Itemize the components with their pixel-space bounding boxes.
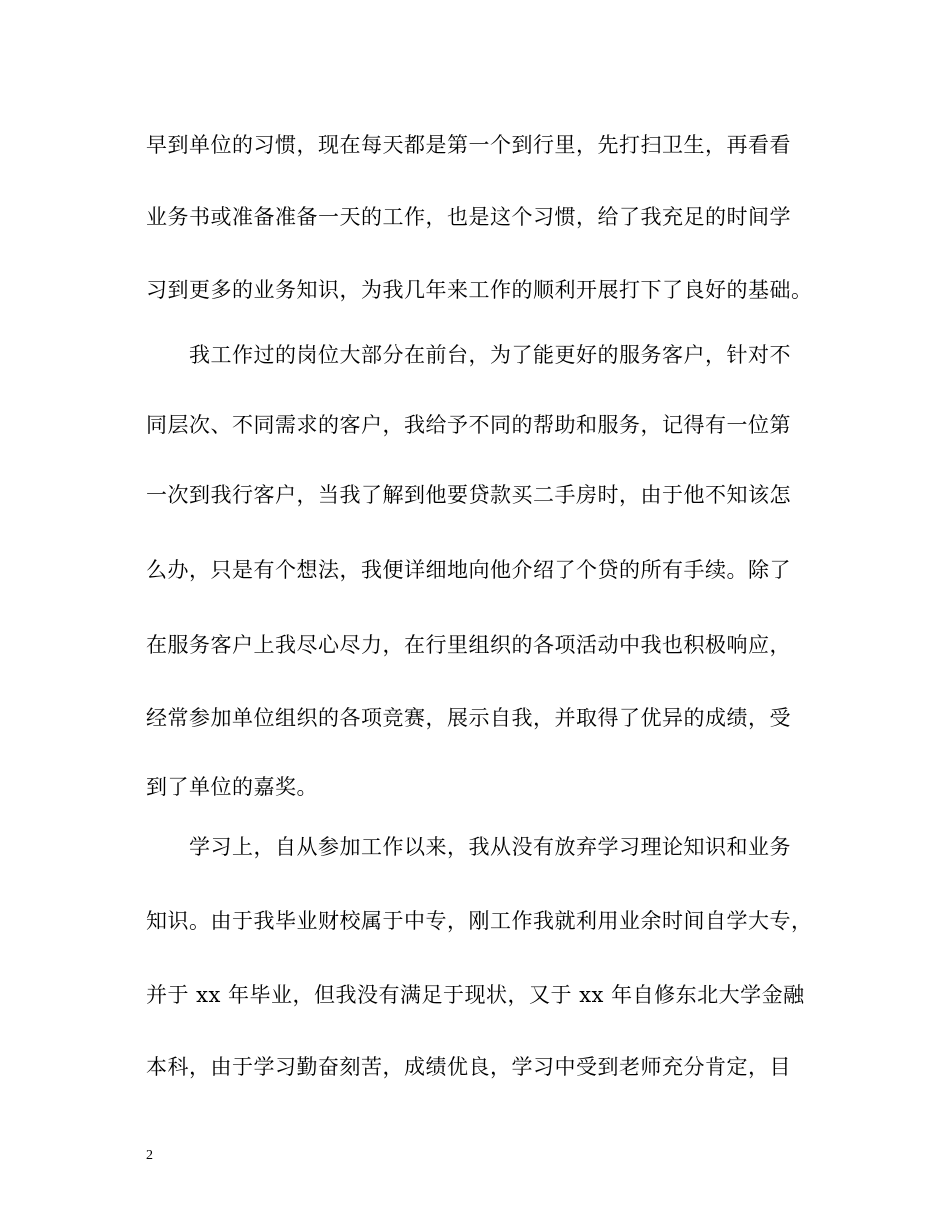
- text-line: 本科，由于学习勤奋刻苦，成绩优良，学习中受到老师充分肯定，目: [146, 1055, 791, 1079]
- text-line: 到了单位的嘉奖。: [146, 775, 318, 799]
- paragraph-start-line: 学习上，自从参加工作以来，我从没有放弃学习理论知识和业务: [189, 835, 791, 859]
- text-line: 并于 xx 年毕业，但我没有满足于现状，又于 xx 年自修东北大学金融: [146, 983, 805, 1007]
- text-line: 早到单位的习惯，现在每天都是第一个到行里，先打扫卫生，再看看: [146, 133, 791, 157]
- text-line: 知识。由于我毕业财校属于中专，刚工作我就利用业余时间自学大专，: [146, 909, 813, 933]
- text-line: 经常参加单位组织的各项竞赛，展示自我，并取得了优异的成绩，受: [146, 706, 791, 730]
- paragraph-start-line: 我工作过的岗位大部分在前台，为了能更好的服务客户，针对不: [189, 343, 791, 367]
- text-line: 习到更多的业务知识，为我几年来工作的顺利开展打下了良好的基础。: [146, 278, 813, 302]
- text-line: 一次到我行客户，当我了解到他要贷款买二手房时，由于他不知该怎: [146, 483, 791, 507]
- page-number: 2: [146, 1148, 153, 1163]
- text-line: 同层次、不同需求的客户，我给予不同的帮助和服务，记得有一位第: [146, 413, 791, 437]
- text-line: 业务书或准备准备一天的工作，也是这个习惯，给了我充足的时间学: [146, 205, 791, 229]
- text-line: 么办，只是有个想法，我便详细地向他介绍了个贷的所有手续。除了: [146, 558, 791, 582]
- text-line: 在服务客户上我尽心尽力，在行里组织的各项活动中我也积极响应，: [146, 633, 791, 657]
